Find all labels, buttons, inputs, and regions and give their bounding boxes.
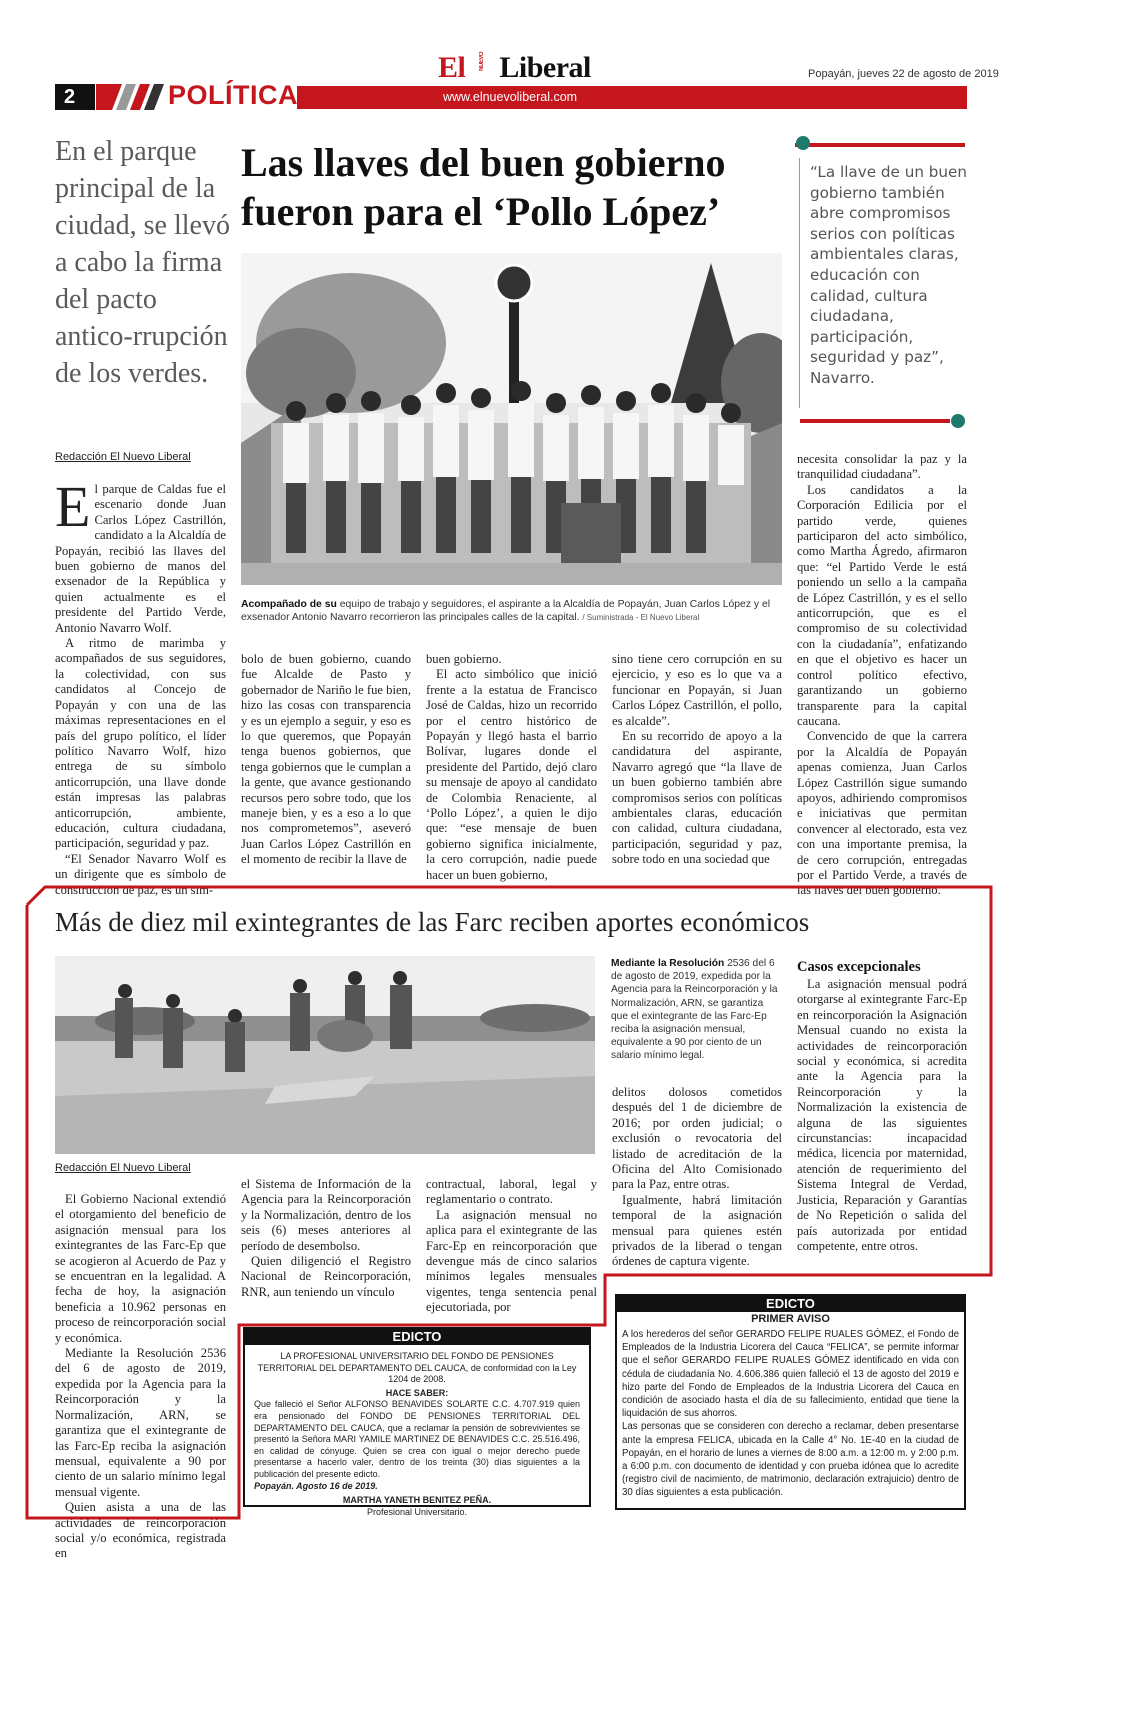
paragraph: sino tiene cero corrupción en su ejercicio, y eso es lo que va a funcionar en Popayán, si Juan Carlos López Castrillón, el pollo, es alcalde”. (612, 652, 782, 728)
section-stripes-icon (96, 84, 168, 110)
pull-quote: “La llave de un buen gobierno también abre compromisos serios con políticas ambientales claras, educación con calidad, cultura ciudadana, participación, seguridad y paz”, Navarro. (810, 163, 968, 387)
paragraph: “El Senador Navarro Wolf es un dirigente que es símbolo de construcción de paz, es un sím- (55, 851, 226, 897)
paragraph: La asignación mensual podrá otorgarse al exintegrante Farc-Ep en reincorporación la Asignación Mensual cuando no exista la actividades de reincorporación social y económica, si acredita ante la Agencia para la Reincorporación y la Normalización la existencia de alguna de las siguientes circunstancias: incapacidad médica, licencia por maternidad, atención de requerimiento del Sistema Integral de Verdad, Justicia, Reparación y Garantías de No Repetición o salida del país autorizada por entidad competente, entre otros. (797, 977, 967, 1253)
paragraph: En su recorrido de apoyo a la candidatura del aspirante, Navarro agregó que “la llave de un buen gobierno también abre compromisos serios con políticas ambientales claras, educación con calidad, cultura ciudadana, participación, seguridad y paz, sobre todo en una sociedad que (612, 729, 782, 867)
notice-body: Que falleció el Señor ALFONSO BENAVIDES SOLARTE C.C. 4.707.919 quien era pensionado del FONDO DE PENSIONES TERRITORIAL DEL DEPARTAMENTO DEL CAUCA, que a reclamar la pensión de sobrevivientes se presentó la Señora MARI YAMILE MARTINEZ DE BENAVIDES C.C. 25.516.496, en calidad de cónyuge. Quien se crea con igual o mejor derecho puede presentarse a hacerlo valer, dentro de los treinta (30) días siguientes a la publicación del presente edicto. (254, 1399, 580, 1479)
paragraph: necesita consolidar la paz y la tranquilidad ciudadana”. (797, 452, 967, 482)
legal-notice (243, 1327, 591, 1517)
paragraph: Convencido de que la carrera por la Alcaldía de Popayán apenas comienza, Juan Carlos López Castrillón sigue sumando apoyos, adhiriendo compromisos e iniciativas que permitan convencer al electorado, esta vez con una importante premisa, la de cero corrupción, entregadas por el Partido Verde, a través de las llaves del buen gobierno. (797, 729, 967, 898)
logo-el: El (438, 51, 466, 84)
pull-quote-bottom-dot-icon (951, 414, 965, 428)
paragraph: delitos dolosos cometidos después del 1 de diciembre de 2016; por orden judicial; o exclusión o revocatoria del listado de acreditación de la Oficina del Alto Comisionado para la Paz, entre otras. (612, 1085, 782, 1192)
paragraph: Quien diligenció el Registro Nacional de Reincorporación, RNR, aun teniendo un vínculo (241, 1254, 411, 1299)
subheading: Casos excepcionales (797, 959, 921, 975)
paragraph (55, 474, 226, 636)
highlight-body: 2536 del 6 de agosto de 2019, expedida por la Agencia para la Reincorporación y la Normalización, ARN, se garantiza que el exintegrante de las Farc-Ep reciba la asignación mensual, equivalente a 90 por ciento de un salario mínimo legal. (611, 958, 778, 1062)
logo-liberal: Liberal (499, 51, 591, 84)
article-column-4 (612, 1085, 782, 1270)
article-column-4 (612, 652, 782, 868)
paragraph: La asignación mensual no aplica para el exintegrante de las Farc-Ep en reincorporación que devengue más de cinco salarios mínimos legales mensuales vigentes, tenga sentencia penal ejecutoriada, por (426, 1207, 597, 1315)
notice-subtitle: PRIMER AVISO (751, 1313, 830, 1325)
notice-signer: MARTHA YANETH BENITEZ PEÑA. (342, 1495, 492, 1506)
paragraph: A ritmo de marimba y acompañados de sus seguidores, la colectividad, con sus candidatos al Concejo de Popayán y con una de las máximas representaciones en el país del grupo político, el líder político Navarro Wolf, hizo entrega de su símbolo anticorrupción, una llave donde están impresas las palabras anticorrupción, ambiente, educación, cultura ciudadana, participación, seguridad y paz. (55, 636, 226, 851)
notice-intro-law: de conformidad con la Ley 1204 de 2008. (388, 1362, 577, 1385)
paragraph: El acto simbólico que inició frente a la estatua de Francisco José de Caldas, hizo un recorrido por el centro histórico de Popayán y llegó hasta el barrio Bolívar, lugares donde el presidente del Partido, dejó claro su mensaje de apoyo al candidato de Colombia Renaciente, al ‘Pollo López’, a quien le dijo que: “ese mensaje de buen gobierno significa inicialmente, la cero corrupción, nadie puede hacer un buen gobierno, (426, 667, 597, 882)
notice-intro (254, 1351, 580, 1386)
notice-intro-main: LA PROFESIONAL UNIVERSITARIO DEL FONDO DE PENSIONES TERRITORIAL DEL DEPARTAMENTO DEL CAUCA, (257, 1351, 554, 1373)
paragraph-text: l parque de Caldas fue el escenario donde Juan Carlos López Castrillón, candidato a la Alcaldía de Popayán, recibió las llaves del buen gobierno de manos del exsenador de la República y quien actualmente es el presidente del Partido Verde, Antonio Navarro Wolf. (55, 482, 226, 635)
notice-title: EDICTO (245, 1329, 589, 1345)
pull-quote-side-rule (799, 158, 800, 408)
drop-cap: E (55, 474, 91, 539)
notice-signer-role: Profesional Universitario. (366, 1506, 468, 1517)
byline: Redacción El Nuevo Liberal (55, 451, 191, 463)
photo-caption (241, 598, 782, 624)
construction-photo (55, 956, 595, 1154)
paragraph: Igualmente, habrá limitación temporal de la asignación mensual para quienes estén privados de la liberad o tengan órdenes de captura vigente. (612, 1192, 782, 1269)
paragraph: buen gobierno. (426, 652, 502, 666)
paragraph: contractual, laboral, legal y reglamentario o contrato. (426, 1177, 597, 1207)
article-headline: Más de diez mil exintegrantes de las Farc reciben aportes económicos (55, 907, 810, 937)
paragraph: Los candidatos a la Corporación Edilicia por el partido verde, quienes participaron del acto simbólico, como Martha Ágredo, afirmaron que: “el Partido Verde le está poniendo un sello a la campaña de López Castrillón, y es el sello anticorrupción, que es el compromiso de su colectividad con la ciudadanía”, enfatizando en que el objetivo es hacer un control político efectivo, garantizando un gobierno transparente para la capital caucana. (797, 482, 967, 728)
site-url[interactable]: www.elnuevoliberal.com (443, 90, 578, 104)
article-column-3 (426, 652, 597, 883)
article-column-3 (426, 1177, 597, 1316)
highlight-lead: Mediante la Resolución (611, 958, 725, 969)
caption-credit: / Suministrada - El Nuevo Liberal (582, 613, 700, 622)
paragraph: bolo de buen gobierno, cuando fue Alcalde de Pasto y gobernador de Nariño le fue bien, hizo las cosas con transparencia y es un ejemplo a seguir, y eso es lo que queremos, que Popayán tenga buenos gobiernos, que tenga gobiernos que le cumplan a la gente, que avance gestionando recursos pero sobre todo, que los maneje bien, y es a eso a lo que nos comprometemos”, aseveró Juan Carlos López Castrillón en el momento de recibir la llave de (241, 652, 411, 867)
article-column-2 (241, 1177, 411, 1300)
section-title: POLÍTICA (168, 80, 298, 110)
caption-body: equipo de trabajo y seguidores, el aspirante a la Alcaldía de Popayán, Juan Carlos López y el exsenador Antonio Navarro recorrieron las principales calles de la capital. (241, 599, 771, 623)
pull-quote-top-rule (795, 143, 965, 147)
rally-photo (241, 253, 782, 585)
paragraph: Mediante la Resolución 2536 del 6 de agosto de 2019, expedida por la Agencia para la Reincorporación y la Normalización, ARN, se garantiza que el exintegrante de las Farc-Ep reciba la asignación mensual, equivalente a 90 por ciento de un salario mínimo legal mensual vigente. (55, 1346, 226, 1499)
header-red-band (297, 86, 967, 109)
notice-title: EDICTO (617, 1296, 964, 1312)
highlight-box (611, 957, 778, 1063)
paragraph: el Sistema de Información de la Agencia para la Reincorporación y la Normalización, dentro de los seis (6) meses anteriores al período de desembolso. (241, 1177, 411, 1253)
byline: Redacción El Nuevo Liberal (55, 1162, 191, 1174)
notice-paragraph: A los herederos del señor GERARDO FELIPE RUALES GÓMEZ, el Fondo de Empleados de la Industria Licorera del Cauca “FELICA”, se permite informar que el señor GERARDO FELIPE RUALES GÓMEZ identificado en vida con cédula de ciudadanía No. 4.606.386 quien falleció el 13 de agosto del 2019 e hizo parte del Fondo de Empleados de la Industria Licorera del Cauca en condición de asociado hasta el día de su fallecimiento, entidad que tiene la liquidación de sus ahorros. (622, 1329, 959, 1420)
legal-notice (615, 1294, 966, 1510)
pull-quote-top-dot-icon (796, 136, 810, 150)
notice-date: Popayán. Agosto 16 de 2019. (254, 1480, 378, 1491)
logo-nuevo: NUEVO (479, 52, 486, 71)
caption-lead: Acompañado de su (241, 599, 337, 610)
pull-quote-bottom-rule (800, 419, 950, 423)
article-column-1 (55, 474, 226, 898)
issue-date: Popayán, jueves 22 de agosto de 2019 (808, 68, 999, 80)
notice-paragraph: Las personas que se consideren con derecho a reclamar, deben presentarse ante la empresa FELICA, ubicada en la Calle 4° No. 1E-40 en la ciudad de Popayán, en el horario de lunes a viernes de 8:00 a.m. a 12:00 m. y 2:00 p.m. a 6:00 p.m. con documento de identidad y con prueba idónea que lo acredite (registro civil de nacimiento, de matrimonio, declaración extrajuicio) dentro de 30 días siguientes a esta publicación. (622, 1421, 959, 1499)
article-headline: Las llaves del buen gobierno fueron para el ‘Pollo López’ (241, 140, 726, 234)
article-column-1 (55, 1192, 226, 1562)
notice-hace-saber: HACE SABER: (385, 1387, 449, 1398)
newspaper-logo[interactable] (438, 52, 591, 84)
paragraph: El Gobierno Nacional extendió el otorgamiento del beneficio de asignación mensual para los exintegrantes de las Farc-Ep que se acogieron al Acuerdo de Paz y se encuentran en la legalidad. A fecha de hoy, la asignación beneficia a 10.962 personas en proceso de reincorporación social y económica. (55, 1192, 226, 1345)
paragraph: Quien asista a una de las actividades de reincorporación social y/o económica, registrada en (55, 1500, 226, 1561)
article-column-2 (241, 652, 411, 868)
article-column-5 (797, 452, 967, 899)
page-number: 2 (55, 84, 95, 110)
article-column-5 (797, 977, 967, 1254)
article-deck: En el parque principal de la ciudad, se llevó a cabo la firma del pacto antico-rrupción de los verdes. (55, 136, 230, 389)
